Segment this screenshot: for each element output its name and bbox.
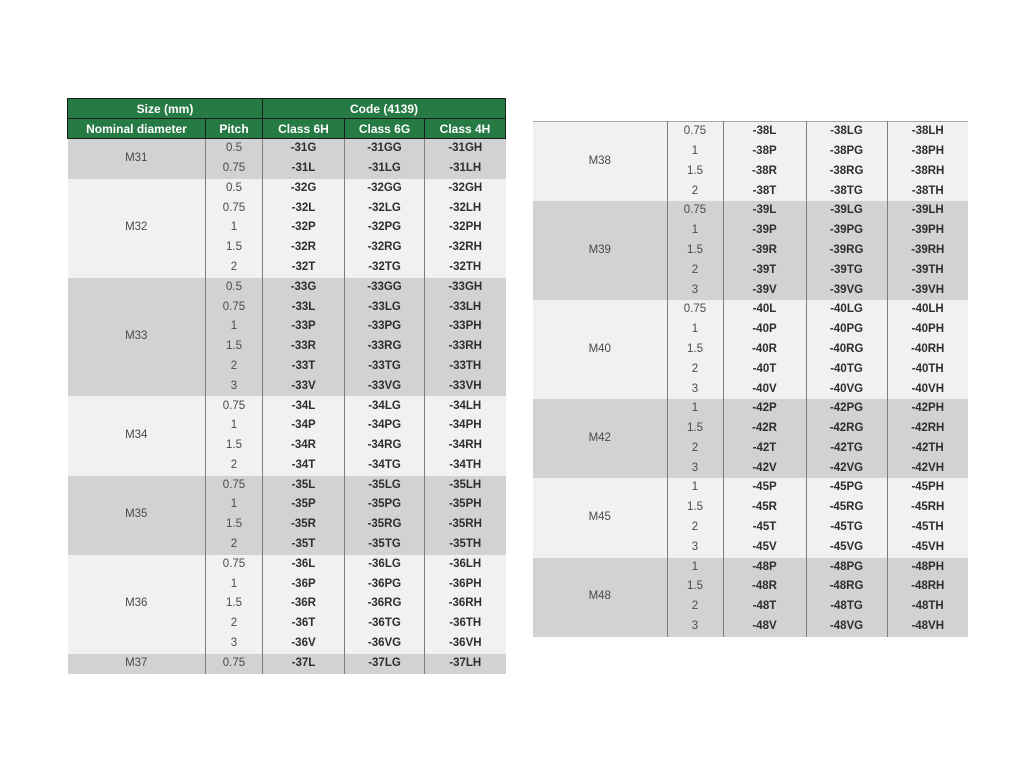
table-row	[68, 139, 506, 159]
class-4h-code-cell: -48TH	[887, 597, 968, 617]
nominal-diameter-cell: M38	[533, 122, 667, 202]
pitch-cell: 1.5	[667, 340, 723, 360]
thread-code-table-left	[67, 98, 506, 674]
class-6g-code-cell: -34LG	[345, 396, 425, 416]
class-6h-code-cell: -40L	[723, 300, 806, 320]
class-4h-code-cell: -39TH	[887, 261, 968, 281]
class-6g-code-cell: -48PG	[806, 558, 887, 578]
class-4h-code-cell: -38PH	[887, 142, 968, 162]
class-6g-code-cell: -40TG	[806, 360, 887, 380]
class-6g-code-cell: -34RG	[345, 436, 425, 456]
pitch-cell: 1	[667, 558, 723, 578]
class-4h-code-cell: -36TH	[425, 614, 506, 634]
class-4h-code-cell: -48PH	[887, 558, 968, 578]
class-6h-code-cell: -36T	[263, 614, 345, 634]
header-class-4h: Class 4H	[425, 119, 506, 139]
class-6g-code-cell: -32GG	[345, 179, 425, 199]
class-6h-code-cell: -32R	[263, 238, 345, 258]
class-6g-code-cell: -38PG	[806, 142, 887, 162]
class-6g-code-cell: -35RG	[345, 515, 425, 535]
class-6g-code-cell: -45VG	[806, 538, 887, 558]
pitch-cell: 2	[206, 357, 263, 377]
class-6h-code-cell: -35P	[263, 495, 345, 515]
class-4h-code-cell: -36LH	[425, 555, 506, 575]
pitch-cell: 0.5	[206, 139, 263, 159]
pitch-cell: 1.5	[667, 498, 723, 518]
class-6g-code-cell: -39RG	[806, 241, 887, 261]
pitch-cell: 3	[667, 379, 723, 399]
pitch-cell: 2	[667, 261, 723, 281]
nominal-diameter-cell: M32	[68, 179, 206, 278]
table-row	[68, 278, 506, 298]
class-6h-code-cell: -45T	[723, 518, 806, 538]
class-6g-code-cell: -39VG	[806, 280, 887, 300]
class-6h-code-cell: -42P	[723, 399, 806, 419]
class-6g-code-cell: -34TG	[345, 456, 425, 476]
pitch-cell: 1	[206, 218, 263, 238]
class-4h-code-cell: -38RH	[887, 162, 968, 182]
class-6g-code-cell: -42VG	[806, 459, 887, 479]
class-4h-code-cell: -33TH	[425, 357, 506, 377]
pitch-cell: 3	[667, 459, 723, 479]
class-6h-code-cell: -40R	[723, 340, 806, 360]
class-6g-code-cell: -37LG	[345, 654, 425, 674]
class-4h-code-cell: -31GH	[425, 139, 506, 159]
pitch-cell: 2	[667, 597, 723, 617]
pitch-cell: 0.75	[667, 300, 723, 320]
class-4h-code-cell: -32TH	[425, 258, 506, 278]
class-4h-code-cell: -36PH	[425, 575, 506, 595]
pitch-cell: 1	[667, 320, 723, 340]
pitch-cell: 0.75	[206, 476, 263, 496]
class-4h-code-cell: -32GH	[425, 179, 506, 199]
pitch-cell: 2	[206, 535, 263, 555]
nominal-diameter-cell: M48	[533, 558, 667, 637]
class-4h-code-cell: -48RH	[887, 577, 968, 597]
class-6h-code-cell: -39R	[723, 241, 806, 261]
class-6g-code-cell: -36VG	[345, 634, 425, 654]
class-4h-code-cell: -35TH	[425, 535, 506, 555]
class-6g-code-cell: -40RG	[806, 340, 887, 360]
pitch-cell: 1.5	[667, 577, 723, 597]
class-4h-code-cell: -32RH	[425, 238, 506, 258]
pitch-cell: 0.75	[206, 396, 263, 416]
table-row	[68, 179, 506, 199]
class-4h-code-cell: -39LH	[887, 201, 968, 221]
class-4h-code-cell: -38TH	[887, 181, 968, 201]
class-4h-code-cell: -42VH	[887, 459, 968, 479]
nominal-diameter-cell: M33	[68, 278, 206, 397]
table-row	[68, 654, 506, 674]
class-4h-code-cell: -36RH	[425, 594, 506, 614]
class-6g-code-cell: -48VG	[806, 617, 887, 637]
class-6g-code-cell: -39TG	[806, 261, 887, 281]
class-4h-code-cell: -48VH	[887, 617, 968, 637]
class-6h-code-cell: -38P	[723, 142, 806, 162]
pitch-cell: 1.5	[206, 515, 263, 535]
class-4h-code-cell: -40TH	[887, 360, 968, 380]
class-6h-code-cell: -34P	[263, 416, 345, 436]
nominal-diameter-cell: M42	[533, 399, 667, 478]
class-6g-code-cell: -40PG	[806, 320, 887, 340]
class-6g-code-cell: -39LG	[806, 201, 887, 221]
pitch-cell: 1.5	[206, 337, 263, 357]
pitch-cell: 2	[206, 456, 263, 476]
class-4h-code-cell: -39PH	[887, 221, 968, 241]
class-4h-code-cell: -45VH	[887, 538, 968, 558]
class-6g-code-cell: -33LG	[345, 297, 425, 317]
pitch-cell: 1	[667, 478, 723, 498]
class-6h-code-cell: -36V	[263, 634, 345, 654]
pitch-cell: 1.5	[206, 238, 263, 258]
class-6g-code-cell: -31GG	[345, 139, 425, 159]
pitch-cell: 3	[667, 538, 723, 558]
class-6g-code-cell: -35LG	[345, 476, 425, 496]
class-4h-code-cell: -31LH	[425, 159, 506, 179]
class-6g-code-cell: -33VG	[345, 377, 425, 397]
class-4h-code-cell: -34TH	[425, 456, 506, 476]
class-6g-code-cell: -48RG	[806, 577, 887, 597]
class-6h-code-cell: -36L	[263, 555, 345, 575]
nominal-diameter-cell: M34	[68, 396, 206, 475]
class-4h-code-cell: -35RH	[425, 515, 506, 535]
class-4h-code-cell: -42RH	[887, 419, 968, 439]
class-6g-code-cell: -32RG	[345, 238, 425, 258]
class-6h-code-cell: -34R	[263, 436, 345, 456]
class-6h-code-cell: -33R	[263, 337, 345, 357]
nominal-diameter-cell: M35	[68, 476, 206, 555]
class-6h-code-cell: -31G	[263, 139, 345, 159]
class-6h-code-cell: -42R	[723, 419, 806, 439]
class-4h-code-cell: -32PH	[425, 218, 506, 238]
class-4h-code-cell: -35PH	[425, 495, 506, 515]
class-6h-code-cell: -38L	[723, 122, 806, 142]
class-4h-code-cell: -42TH	[887, 439, 968, 459]
header-class-6g: Class 6G	[345, 119, 425, 139]
table-row	[68, 396, 506, 416]
class-6h-code-cell: -32G	[263, 179, 345, 199]
class-4h-code-cell: -36VH	[425, 634, 506, 654]
class-6g-code-cell: -32LG	[345, 198, 425, 218]
class-6h-code-cell: -34L	[263, 396, 345, 416]
pitch-cell: 1.5	[206, 436, 263, 456]
class-6h-code-cell: -33T	[263, 357, 345, 377]
pitch-cell: 2	[206, 614, 263, 634]
pitch-cell: 0.75	[667, 122, 723, 142]
class-6g-code-cell: -36PG	[345, 575, 425, 595]
class-6h-code-cell: -39T	[723, 261, 806, 281]
class-6h-code-cell: -45V	[723, 538, 806, 558]
class-6h-code-cell: -32T	[263, 258, 345, 278]
class-6g-code-cell: -45TG	[806, 518, 887, 538]
class-4h-code-cell: -35LH	[425, 476, 506, 496]
class-6h-code-cell: -42T	[723, 439, 806, 459]
class-4h-code-cell: -39VH	[887, 280, 968, 300]
header-class-6h: Class 6H	[263, 119, 345, 139]
class-6g-code-cell: -33RG	[345, 337, 425, 357]
class-6h-code-cell: -45R	[723, 498, 806, 518]
pitch-cell: 0.75	[667, 201, 723, 221]
pitch-cell: 3	[667, 617, 723, 637]
table-row	[533, 122, 968, 142]
pitch-cell: 0.5	[206, 179, 263, 199]
class-4h-code-cell: -45PH	[887, 478, 968, 498]
class-6g-code-cell: -39PG	[806, 221, 887, 241]
class-6h-code-cell: -48V	[723, 617, 806, 637]
class-6h-code-cell: -35L	[263, 476, 345, 496]
pitch-cell: 0.75	[206, 198, 263, 218]
pitch-cell: 2	[667, 439, 723, 459]
class-4h-code-cell: -33VH	[425, 377, 506, 397]
pitch-cell: 0.5	[206, 278, 263, 298]
class-6g-code-cell: -45RG	[806, 498, 887, 518]
pitch-cell: 1	[206, 495, 263, 515]
pitch-cell: 1.5	[667, 162, 723, 182]
header-pitch: Pitch	[206, 119, 263, 139]
class-6g-code-cell: -33PG	[345, 317, 425, 337]
class-6g-code-cell: -35TG	[345, 535, 425, 555]
pitch-cell: 0.75	[206, 555, 263, 575]
class-6h-code-cell: -48P	[723, 558, 806, 578]
class-6g-code-cell: -40LG	[806, 300, 887, 320]
class-6g-code-cell: -34PG	[345, 416, 425, 436]
class-6g-code-cell: -40VG	[806, 379, 887, 399]
table-row	[533, 201, 968, 221]
class-6g-code-cell: -36LG	[345, 555, 425, 575]
class-6h-code-cell: -39V	[723, 280, 806, 300]
class-4h-code-cell: -33PH	[425, 317, 506, 337]
pitch-cell: 1	[667, 221, 723, 241]
class-4h-code-cell: -33LH	[425, 297, 506, 317]
class-6h-code-cell: -33V	[263, 377, 345, 397]
pitch-cell: 1	[667, 142, 723, 162]
pitch-cell: 2	[667, 360, 723, 380]
class-4h-code-cell: -34RH	[425, 436, 506, 456]
pitch-cell: 1	[206, 416, 263, 436]
pitch-cell: 2	[667, 181, 723, 201]
class-6g-code-cell: -38RG	[806, 162, 887, 182]
class-4h-code-cell: -33RH	[425, 337, 506, 357]
class-4h-code-cell: -33GH	[425, 278, 506, 298]
class-4h-code-cell: -45RH	[887, 498, 968, 518]
class-6h-code-cell: -33P	[263, 317, 345, 337]
pitch-cell: 1.5	[667, 419, 723, 439]
table-row	[533, 478, 968, 498]
class-4h-code-cell: -34LH	[425, 396, 506, 416]
class-6g-code-cell: -36TG	[345, 614, 425, 634]
pitch-cell: 0.75	[206, 159, 263, 179]
class-6g-code-cell: -36RG	[345, 594, 425, 614]
class-4h-code-cell: -45TH	[887, 518, 968, 538]
class-6g-code-cell: -32PG	[345, 218, 425, 238]
class-6h-code-cell: -48R	[723, 577, 806, 597]
pitch-cell: 1.5	[206, 594, 263, 614]
class-6g-code-cell: -35PG	[345, 495, 425, 515]
class-6g-code-cell: -48TG	[806, 597, 887, 617]
class-6h-code-cell: -39P	[723, 221, 806, 241]
class-6g-code-cell: -31LG	[345, 159, 425, 179]
class-4h-code-cell: -40LH	[887, 300, 968, 320]
class-6h-code-cell: -37L	[263, 654, 345, 674]
class-6h-code-cell: -35T	[263, 535, 345, 555]
nominal-diameter-cell: M36	[68, 555, 206, 654]
class-6g-code-cell: -45PG	[806, 478, 887, 498]
thread-code-table-right	[533, 121, 968, 637]
table-body-left	[68, 139, 506, 674]
table-row	[533, 558, 968, 578]
class-6h-code-cell: -35R	[263, 515, 345, 535]
class-6h-code-cell: -40T	[723, 360, 806, 380]
class-4h-code-cell: -40RH	[887, 340, 968, 360]
pitch-cell: 0.75	[206, 654, 263, 674]
class-6g-code-cell: -38TG	[806, 181, 887, 201]
nominal-diameter-cell: M39	[533, 201, 667, 300]
class-4h-code-cell: -39RH	[887, 241, 968, 261]
class-6h-code-cell: -40P	[723, 320, 806, 340]
pitch-cell: 2	[667, 518, 723, 538]
class-6g-code-cell: -33GG	[345, 278, 425, 298]
table-row	[533, 399, 968, 419]
class-6h-code-cell: -34T	[263, 456, 345, 476]
header-size-group: Size (mm)	[68, 99, 263, 119]
pitch-cell: 3	[667, 280, 723, 300]
table-body-right	[533, 122, 968, 637]
class-6h-code-cell: -33G	[263, 278, 345, 298]
header-nominal-diameter: Nominal diameter	[68, 119, 206, 139]
class-6g-code-cell: -32TG	[345, 258, 425, 278]
pitch-cell: 1.5	[667, 241, 723, 261]
class-4h-code-cell: -40PH	[887, 320, 968, 340]
nominal-diameter-cell: M45	[533, 478, 667, 557]
class-4h-code-cell: -40VH	[887, 379, 968, 399]
nominal-diameter-cell: M40	[533, 300, 667, 399]
class-6h-code-cell: -48T	[723, 597, 806, 617]
pitch-cell: 0.75	[206, 297, 263, 317]
table-row	[68, 476, 506, 496]
nominal-diameter-cell: M37	[68, 654, 206, 674]
table-row	[533, 300, 968, 320]
nominal-diameter-cell: M31	[68, 139, 206, 179]
class-4h-code-cell: -38LH	[887, 122, 968, 142]
class-6h-code-cell: -33L	[263, 297, 345, 317]
pitch-cell: 1	[206, 317, 263, 337]
class-6h-code-cell: -39L	[723, 201, 806, 221]
class-6g-code-cell: -42TG	[806, 439, 887, 459]
class-6h-code-cell: -32L	[263, 198, 345, 218]
class-6h-code-cell: -40V	[723, 379, 806, 399]
class-6h-code-cell: -38T	[723, 181, 806, 201]
class-4h-code-cell: -42PH	[887, 399, 968, 419]
pitch-cell: 3	[206, 634, 263, 654]
class-6g-code-cell: -42PG	[806, 399, 887, 419]
pitch-cell: 1	[206, 575, 263, 595]
header-code-group: Code (4139)	[263, 99, 506, 119]
class-4h-code-cell: -32LH	[425, 198, 506, 218]
class-6g-code-cell: -38LG	[806, 122, 887, 142]
table-header	[68, 99, 506, 139]
class-6g-code-cell: -42RG	[806, 419, 887, 439]
pitch-cell: 3	[206, 377, 263, 397]
pitch-cell: 2	[206, 258, 263, 278]
class-6h-code-cell: -38R	[723, 162, 806, 182]
class-4h-code-cell: -34PH	[425, 416, 506, 436]
class-6g-code-cell: -33TG	[345, 357, 425, 377]
class-6h-code-cell: -45P	[723, 478, 806, 498]
class-6h-code-cell: -32P	[263, 218, 345, 238]
class-6h-code-cell: -31L	[263, 159, 345, 179]
pitch-cell: 1	[667, 399, 723, 419]
class-6h-code-cell: -36P	[263, 575, 345, 595]
table-row	[68, 555, 506, 575]
class-6h-code-cell: -36R	[263, 594, 345, 614]
class-6h-code-cell: -42V	[723, 459, 806, 479]
class-4h-code-cell: -37LH	[425, 654, 506, 674]
